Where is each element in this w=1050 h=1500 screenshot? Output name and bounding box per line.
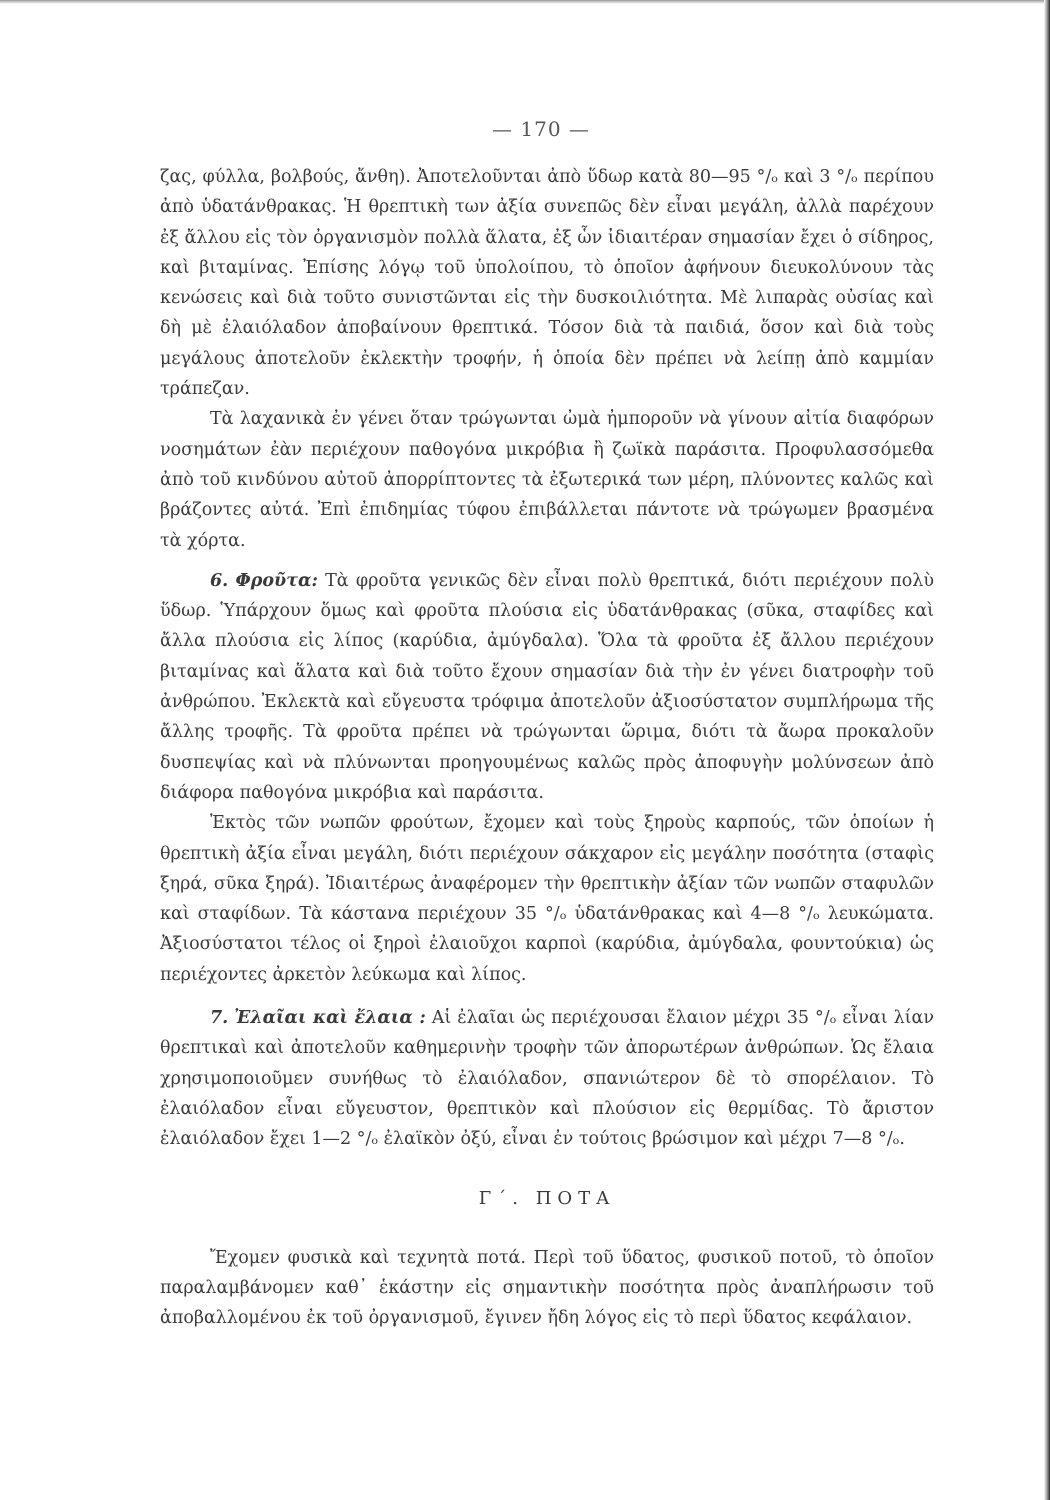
paragraph-vegetables-hygiene: Τὰ λαχανικὰ ἐν γένει ὅταν τρώγωνται ὠμὰ ἠμποροῦν νὰ γίνουν αἰτία διαφόρων νοσημάτων ἐὰν περιέχουν παθογόνα μικρόβια ἢ ζωϊκὰ παράσιτα. Προφυλασσόμεθα ἀπὸ τοῦ κινδύνου αὐτοῦ ἀπορρίπτοντες τὰ ἐξωτερικά των μέρη, πλύνοντες καλῶς καὶ βράζοντες αὐτά. Ἐπὶ ἐπιδημίας τύφου ἐπιβάλλεται πάντοτε νὰ τρώγωμεν βρασμένα τὰ χόρτα.: [160, 409, 934, 551]
section-number-7: 7.: [210, 1008, 229, 1029]
paragraph-drinks: Ἔχομεν φυσικὰ καὶ τεχνητὰ ποτά. Περὶ τοῦ ὕδατος, φυσικοῦ ποτοῦ, τὸ ὁποῖον παραλαμβάνομεν καθ᾿ ἑκάστην εἰς σημαντικὴν ποσότητα πρὸς ἀναπλήρωσιν τοῦ ἀποβαλλομένου ἐκ τοῦ ὀργανισμοῦ, ἔγινεν ἤδη λόγος εἰς τὸ περὶ ὕδατος κεφάλαιον.: [160, 1247, 934, 1329]
paragraph-olives-oils-text: Αἱ ἐλαῖαι ὡς περιέχουσαι ἔλαιον μέχρι 35 °/ₒ εἶναι λίαν θρεπτικαὶ καὶ ἀποτελοῦν καθημερινὴν τροφὴν τῶν ἀπορωτέρων ἀνθρώπων. Ὡς ἔλαια χρησιμοποιοῦμεν συνήθως τὸ ἐλαιόλαδον, σπανιώτερον δὲ τὸ σπορέλαιον. Τὸ ἐλαιόλαδον εἶναι εὔγευστον, θρεπτικὸν καὶ πλούσιον εἰς θερμίδας. Τὸ ἄριστον ἐλαιόλαδον ἔχει 1—2 °/ₒ ἐλαϊκὸν ὀξύ, εἶναι ἐν τούτοις βρώσιμον καὶ μέχρι 7—8 °/ₒ.: [160, 1008, 934, 1150]
body-text: [160, 162, 934, 1334]
paragraph-vegetables-nutrition: ζας, φύλλα, βολβούς, ἄνθη). Ἀποτελοῦνται ἀπὸ ὕδωρ κατὰ 80—95 °/ₒ καὶ 3 °/ₒ περίπου ἀπὸ ὑδατάνθρακας. Ἡ θρεπτικὴ των ἀξία συνεπῶς δὲν εἶναι μεγάλη, ἀλλὰ παρέχουν ἐξ ἄλλου εἰς τὸν ὀργανισμὸν πολλὰ ἅλατα, ἐξ ὧν ἰδιαιτέραν σημασίαν ἔχει ὁ σίδηρος, καὶ βιταμίνας. Ἐπίσης λόγῳ τοῦ ὑπολοίπου, τὸ ὁποῖον ἀφήνουν διευκολύνουν τὰς κενώσεις καὶ διὰ τοῦτο συνιστῶνται εἰς τὴν δυσκοιλιότητα. Μὲ λιπαρὰς οὐσίας καὶ δὴ μὲ ἐλαιόλαδον ἀποβαίνουν θρεπτικά. Τόσον διὰ τὰ παιδιά, ὅσον καὶ διὰ τοὺς μεγάλους ἀποτελοῦν ἐκλεκτὴν τροφήν, ἡ ὁποία δὲν πρέπει νὰ λείπῃ ἀπὸ καμμίαν τράπεζαν.: [160, 167, 934, 400]
paragraph-fruits: [160, 566, 934, 808]
page-edge-right: [1044, 0, 1050, 1500]
section-heading-drinks: Γ΄. ΠΟΤΑ: [478, 1187, 616, 1209]
paragraph-dry-fruits: Ἐκτὸς τῶν νωπῶν φρούτων, ἔχομεν καὶ τοὺς ξηροὺς καρπούς, τῶν ὁποίων ἡ θρεπτικὴ ἀξία εἶναι μεγάλη, διότι περιέχουν σάκχαρον εἰς μεγάλην ποσότητα (σταφὶς ξηρά, σῦκα ξηρά). Ἰδιαιτέρως ἀναφέρομεν τὴν θρεπτικὴν ἀξίαν τῶν νωπῶν σταφυλῶν καὶ σταφίδων. Τὰ κάστανα περιέχουν 35 °/ₒ ὑδατάνθρακας καὶ 4—8 °/ₒ λευκώματα. Ἀξιοσύστατοι τέλος οἱ ξηροὶ ἐλαιοῦχοι καρποὶ (καρύδια, ἀμύγδαλα, φουντούκια) ὡς περιέχοντες ἀρκετὸν λεύκωμα καὶ λίπος.: [160, 813, 934, 985]
paragraph-olives-oils: [160, 1003, 934, 1154]
paragraph-fruits-text: Τὰ φροῦτα γενικῶς δὲν εἶναι πολὺ θρεπτικά, διότι περιέχουν πολὺ ὕδωρ. Ὑπάρχουν ὅμως καὶ φροῦτα πλούσια εἰς ὑδατάνθρακας (σῦκα, σταφίδες καὶ ἄλλα πλούσια εἰς λίπος (καρύδια, ἀμύγδαλα). Ὅλα τὰ φροῦτα ἐξ ἄλλου περιέχουν βιταμίνας καὶ ἅλατα καὶ διὰ τοῦτο ἔχουν σημασίαν διὰ τὴν ἐν γένει διατροφὴν τοῦ ἀνθρώπου. Ἐκλεκτὰ καὶ εὔγευστα τρόφιμα ἀποτελοῦν ἀξιοσύστατον συμπλήρωμα τῆς ἄλλης τροφῆς. Τὰ φροῦτα πρέπει νὰ τρώγωνται ὥριμα, διότι τὰ ἄωρα προκαλοῦν δυσπεψίας καὶ νὰ πλύνωνται προηγουμένως καλῶς πρὸς ἀποφυγὴν μολύνσεων ἀπὸ διάφορα παθογόνα μικρόβια καὶ παράσιτα.: [160, 570, 934, 803]
section-title-fruits: Φροῦτα:: [235, 570, 318, 591]
section-number-6: 6.: [210, 570, 229, 591]
page-number: — 170 —: [492, 117, 590, 141]
page-edge-top: [0, 0, 1050, 4]
section-title-olives-oils: Ἐλαῖαι καὶ ἔλαια :: [234, 1008, 426, 1029]
